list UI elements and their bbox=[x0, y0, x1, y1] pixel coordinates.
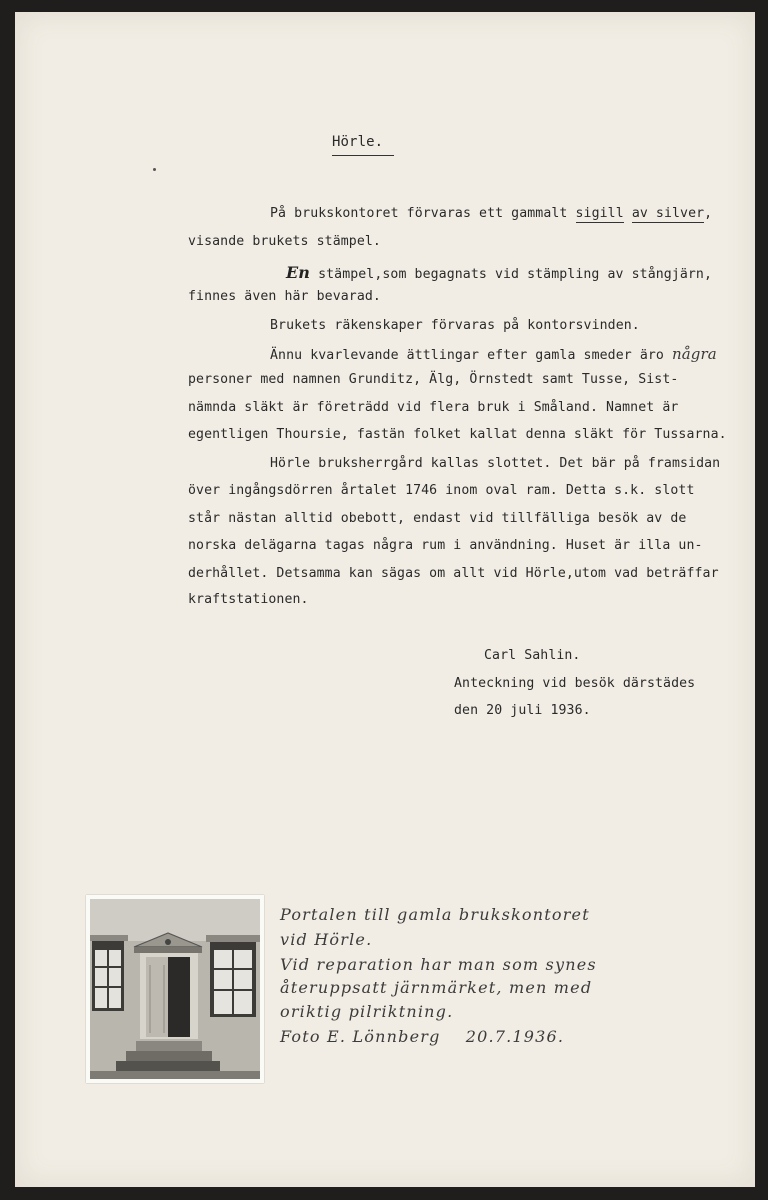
entrance-photo-image bbox=[86, 895, 264, 1083]
photographer: Foto E. Lönnberg bbox=[280, 1027, 441, 1046]
photo-date: 20.7.1936. bbox=[465, 1027, 565, 1046]
underlined-sigill: sigill bbox=[575, 206, 624, 221]
paragraph-5-line-6: kraftstationen. bbox=[188, 592, 309, 607]
signature-name: Carl Sahlin. bbox=[484, 648, 581, 663]
paragraph-5-line-5: derhållet. Detsamma kan sägas om allt vid Hörle,utom vad beträffar bbox=[188, 566, 719, 581]
signature-date: den 20 juli 1936. bbox=[454, 703, 591, 718]
signature-note: Anteckning vid besök därstädes bbox=[454, 676, 696, 691]
paragraph-4-line-1: Ännu kvarlevande ättlingar efter gamla smeder äro några bbox=[270, 345, 717, 363]
note-line-5: oriktig pilriktning. bbox=[280, 1002, 454, 1021]
paragraph-5-line-3: står nästan alltid obebott, endast vid tillfälliga besök av de bbox=[188, 511, 687, 526]
note-line-2: vid Hörle. bbox=[280, 930, 373, 949]
note-line-3: Vid reparation har man som synes bbox=[280, 955, 597, 974]
paragraph-5-line-4: norska delägarna tagas några rum i användning. Huset är illa un- bbox=[188, 538, 703, 553]
paragraph-1-line-2: visande brukets stämpel. bbox=[188, 234, 381, 249]
paragraph-4-line-3: nämnda släkt är företrädd vid flera bruk i Småland. Namnet är bbox=[188, 400, 679, 415]
paragraph-5-line-2: över ingångsdörren årtalet 1746 inom oval ram. Detta s.k. slott bbox=[188, 483, 695, 498]
ink-dot bbox=[153, 168, 156, 171]
note-line-6 bbox=[280, 1027, 564, 1046]
entrance-photo bbox=[86, 895, 264, 1083]
page-title: Hörle. bbox=[332, 134, 394, 156]
paragraph-3: Brukets räkenskaper förvaras på kontorsvinden. bbox=[270, 318, 640, 333]
paragraph-2-line-1: En stämpel,som begagnats vid stämpling av stångjärn, bbox=[286, 263, 713, 282]
paragraph-4-line-2: personer med namnen Grunditz, Älg, Örnstedt samt Tusse, Sist- bbox=[188, 372, 679, 387]
paragraph-4-line-4: egentligen Thoursie, fastän folket kallat denna släkt för Tussarna. bbox=[188, 427, 727, 442]
paragraph-5-line-1: Hörle bruksherrgård kallas slottet. Det bär på framsidan bbox=[270, 456, 721, 471]
note-line-1: Portalen till gamla brukskontoret bbox=[280, 905, 590, 924]
paragraph-2-line-2: finnes även här bevarad. bbox=[188, 289, 381, 304]
paragraph-1-line-1: På brukskontoret förvaras ett gammalt sigill av silver, bbox=[270, 206, 713, 221]
handwritten-insert: några bbox=[671, 345, 717, 363]
note-line-4: återuppsatt järnmärket, men med bbox=[280, 978, 593, 997]
underlined-av-silver: av silver bbox=[631, 206, 705, 221]
handwritten-correction: En bbox=[286, 263, 311, 282]
